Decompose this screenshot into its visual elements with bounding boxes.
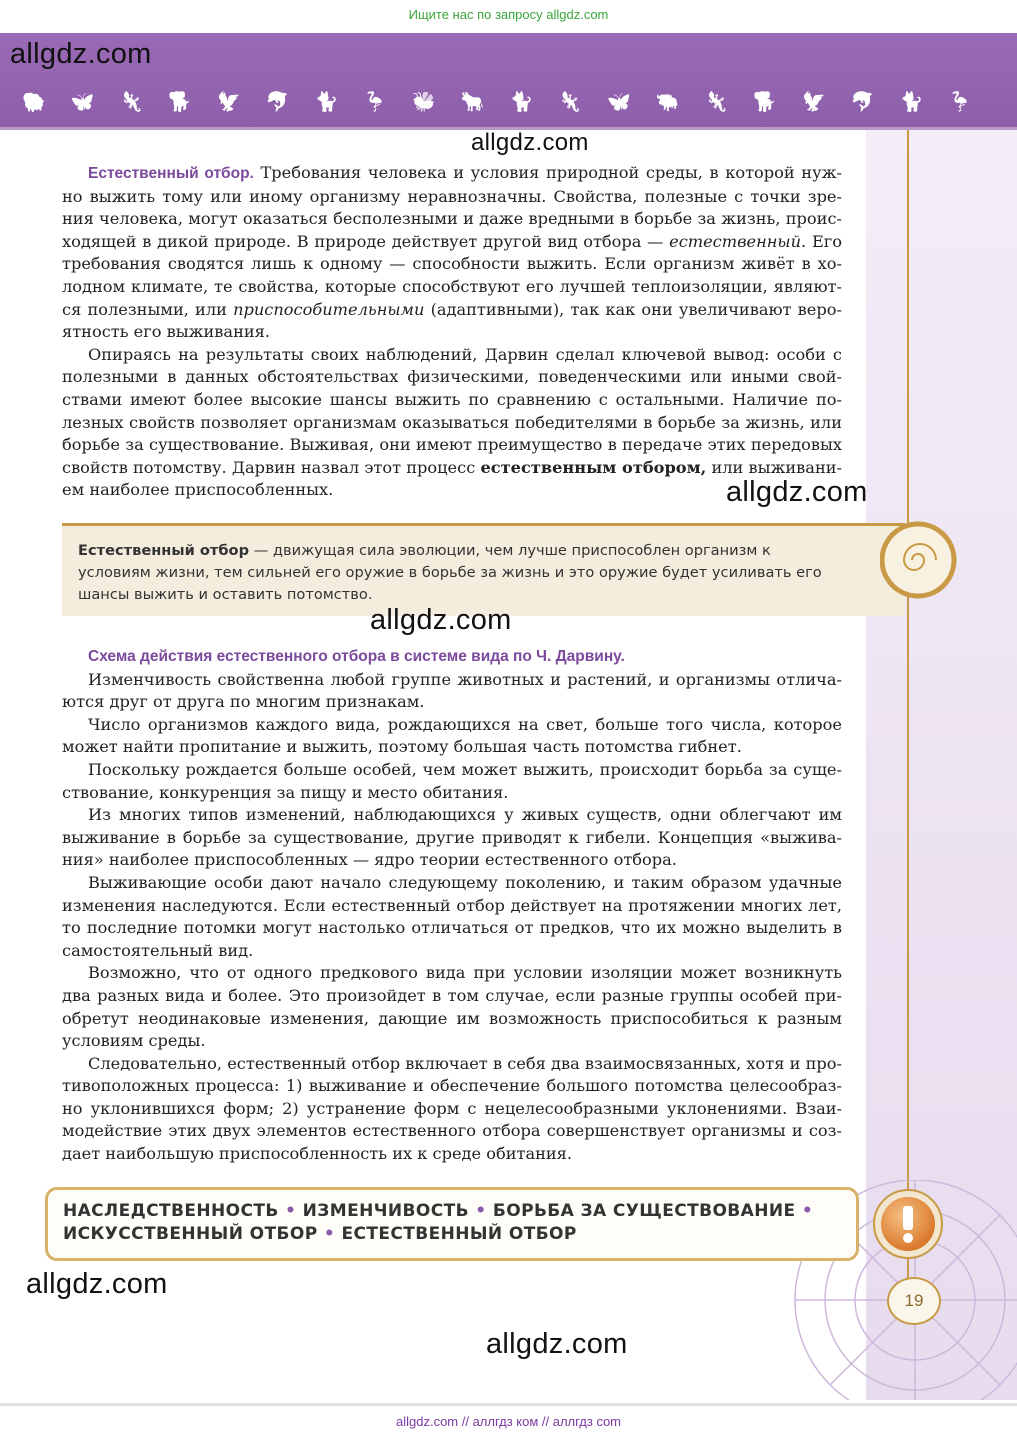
watermark: allgdz.com (26, 1268, 168, 1300)
animal-icon: 🦎 (119, 91, 144, 113)
key-terms-box (45, 1187, 859, 1261)
emphasis: естественный (669, 231, 802, 251)
section-natural-selection (62, 162, 842, 502)
definition-term: Естественный отбор (78, 542, 250, 559)
animal-icon: 🐃 (655, 91, 680, 113)
paragraph: Поскольку рождается больше особей, чем может выжить, происходит борьба за существование, конкуренция за пищу и место обитания. (62, 759, 842, 802)
animal-icon: 🐈 (899, 91, 924, 113)
paragraph: Возможно, что от одного предкового вида при условии изоляции может возникнуть два разных вида и более. Это произойдет в том случае, если разные группы особей приобретут неодинаковые изменения, дающие им возможность приспособиться к разным условиям среды. (62, 963, 842, 1051)
separator-dot: • (801, 1201, 814, 1221)
key-term: ЕСТЕСТВЕННЫЙ ОТБОР (341, 1224, 577, 1244)
separator-dot: • (475, 1201, 487, 1221)
animal-icon: 🐕 (168, 91, 192, 113)
text: . Его требования сводятся лишь к одному — способности выжить. Если организм живёт в холодном климате, те свойства, которые способствуют его лучшей теплоизоляции, являются полезными, или (62, 231, 842, 319)
key-term: ИСКУССТВЕННЫЙ ОТБОР (63, 1224, 318, 1244)
animal-silhouettes-row (22, 92, 972, 112)
top-search-link[interactable]: Ищите нас по запросу allgdz.com (408, 7, 609, 22)
animal-icon: 🦩 (948, 91, 972, 113)
animal-icon: 🦋 (607, 91, 631, 113)
page-number: 19 (887, 1277, 941, 1325)
watermark: allgdz.com (486, 1328, 628, 1360)
key-term: БОРЬБА ЗА СУЩЕСТВОВАНИЕ (492, 1201, 796, 1221)
footer-divider (0, 1403, 1017, 1406)
animal-icon: 🦋 (70, 91, 95, 113)
text: Опираясь на результаты своих наблюдений, Дарвин сделал ключевой вывод: особи с полезными в данных обстоятельствах физическими, поведенческими или иными свойствами имеют более высокие шансы выжить по сравнению с остальными. Наличие полезных свойств позволяет организмам оказываться победителями в борьбе за жизнь, или борьбе за существование. Выживая, они имеют преимущество в передаче этих передовых свойств потомству. Дарвин назвал этот процесс (62, 344, 842, 477)
paragraph: Следовательно, естественный отбор включает в себя два взаимосвязанных, хотя и противоположных процесса: 1) выживание и обеспечение большого потомства целесообразно уклонившихся форм; 2) устранение форм с нецелесообразными уклонениями. Взаимодействие этих двух элементов естественного отбора совершенствует организмы и создает наибольшую приспособленность их к среде обитания. (62, 1053, 842, 1164)
paragraph: Число организмов каждого вида, рождающихся на свет, больше того числа, которое может найти пропитание и выжить, поэтому большая часть потомства гибнет. (62, 714, 842, 757)
text: или выживанием наиболее приспособленных. (62, 457, 843, 500)
separator-dot: • (323, 1224, 336, 1244)
section-heading: Схема действия естественного отбора в системе вида по Ч. Дарвину. (88, 648, 625, 665)
paragraph (62, 344, 842, 502)
paragraph: Изменчивость свойственна любой группе животных и растений, и организмы отличаются друг от друга по многим признакам. (62, 669, 842, 712)
key-terms (63, 1200, 823, 1246)
key-term: ИЗМЕНЧИВОСТЬ (302, 1201, 469, 1221)
separator-dot: • (285, 1201, 297, 1221)
animal-icon: 🐝 (412, 91, 436, 113)
gold-vertical-line (907, 130, 909, 1310)
watermark: allgdz.com (10, 38, 152, 70)
animal-icon: 🦎 (704, 91, 729, 113)
paragraph: Из многих типов изменений, наблюдающихся у живых существ, одни облегчают им выживание в борьбе за существование, другие приводят к гибели. Концепция «выживания» наиболее приспособленных — ядро теории естественного отбора. (62, 805, 842, 870)
text: (адаптивными), так как они увеличивают вероятность его выживания. (62, 299, 842, 342)
exclamation-icon (872, 1188, 948, 1264)
animal-icon: 🦅 (802, 91, 826, 113)
paragraph: Выживающие особи дают начало следующему поколению, и таким образом удачные изменения наследуются. Если естественный отбор действует на протяжении многих лет, то последние потомки могут настолько отличаться от предков, что их можно выделить в самостоятельный вид. (62, 872, 842, 960)
paragraph (62, 162, 842, 344)
animal-icon: 🦎 (558, 91, 582, 113)
watermark: allgdz.com (471, 129, 589, 156)
definition-body: — движущая сила эволюции, чем лучше приспособлен организм к условиям жизни, тем сильней его оружие в борьбе за жизнь и это оружие будет усиливать его шансы выжить и оставить потомство. (78, 542, 822, 603)
definition-text (78, 540, 838, 606)
animal-icon: 🐂 (460, 91, 485, 113)
emphasis: приспособительными (233, 299, 425, 319)
section-heading: Естественный отбор. (88, 165, 254, 182)
definition-box (62, 523, 905, 616)
section-darwin-scheme (62, 645, 842, 1166)
animal-icon: 🐈 (509, 91, 534, 113)
animal-icon: 🐏 (22, 91, 46, 113)
footer-links[interactable]: allgdz.com // аллгдз ком // аллгдз com (395, 1414, 622, 1429)
animal-icon: 🐈 (314, 91, 339, 113)
header-band (0, 33, 1017, 130)
watermark: allgdz.com (370, 604, 512, 636)
animal-icon: 🦅 (217, 91, 241, 113)
animal-icon: 🦩 (363, 91, 387, 113)
animal-icon: 🐕 (753, 91, 777, 113)
animal-icon: 🐬 (265, 91, 290, 113)
animal-icon: 🐬 (850, 91, 875, 113)
bold-term: естественным отбором, (480, 457, 707, 477)
text: Требования человека и условия природной среды, в которой нужно выжить тому или иному организму неравнозначны. Свойства, полезные с точки зрения человека, могут оказаться бесполезными и даже вредными в борьбе за жизнь, происходящей в дикой природе. В природе действует другой вид отбора — (62, 163, 842, 251)
section-heading-paragraph (62, 645, 842, 669)
key-term: НАСЛЕДСТВЕННОСТЬ (63, 1201, 279, 1221)
watermark: allgdz.com (726, 476, 868, 508)
spiral-shell-icon (880, 515, 960, 605)
